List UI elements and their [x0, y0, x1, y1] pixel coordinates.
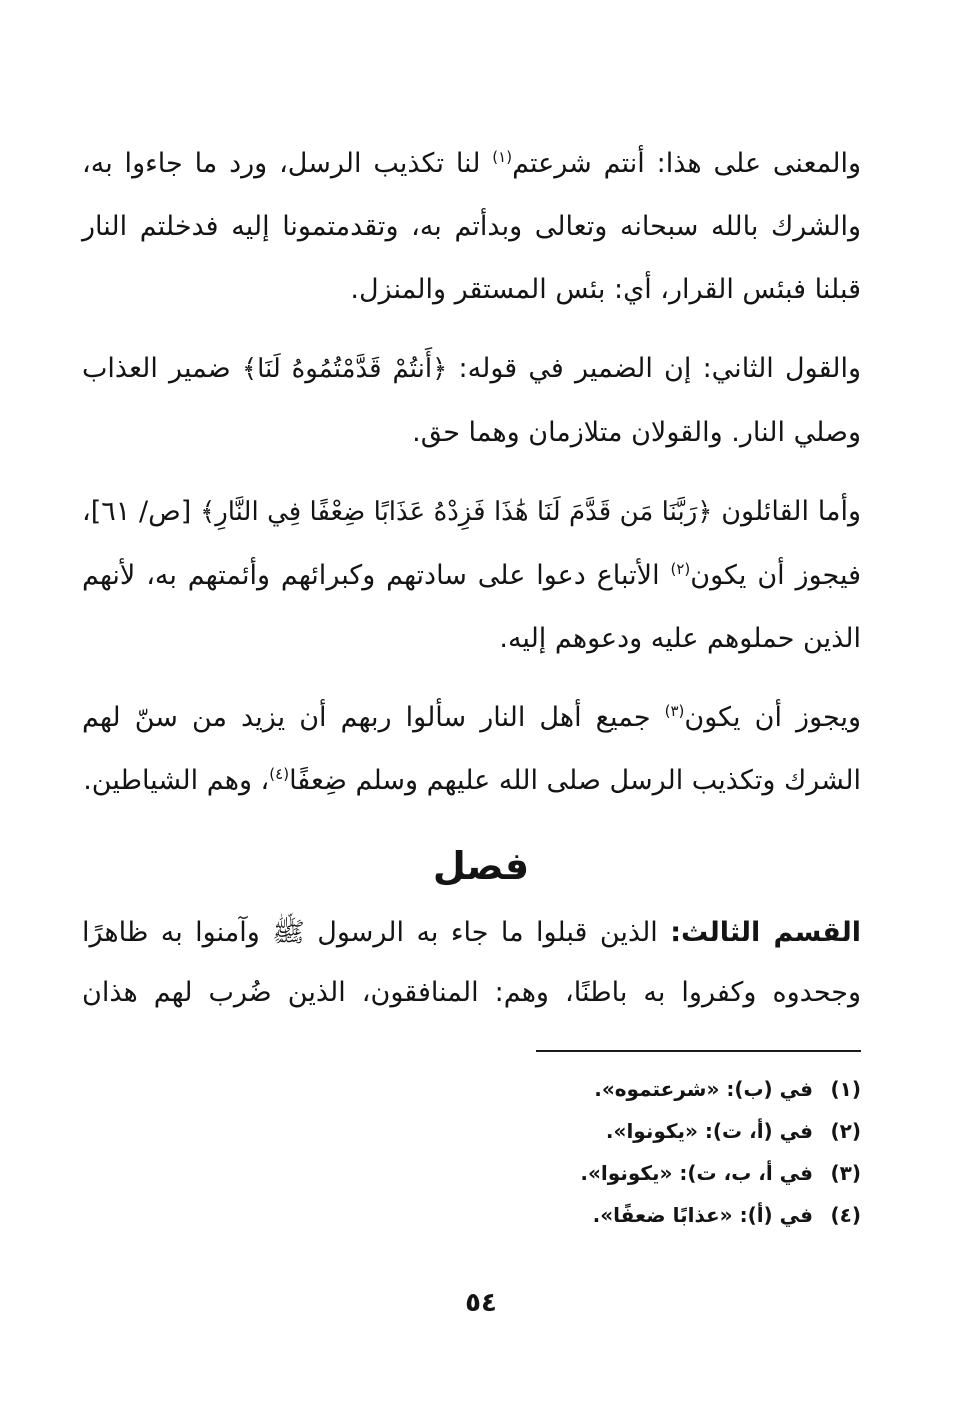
paragraph-2-segment: والقول الثاني: إن الضمير في قوله: — [447, 353, 861, 384]
section-heading: فصل — [432, 844, 530, 888]
footnote-1 — [82, 1068, 861, 1110]
footnote-number: (٤) — [830, 1203, 861, 1227]
footnote-4 — [82, 1194, 861, 1236]
quran-verse: ﴿رَبَّنَا مَن قَدَّمَ لَنَا هَٰذَا فَزِدْهُ عَذَابًا ضِعْفًا فِي النَّارِ﴾ — [199, 497, 713, 527]
paragraph-1 — [82, 132, 861, 321]
footnote-text: في (أ): «عذابًا ضعفًا». — [592, 1203, 813, 1227]
footnote-text: في (ب): «شرعتموه». — [594, 1077, 813, 1101]
footnote-marker-3: (٣) — [664, 702, 685, 720]
footnotes — [82, 1068, 861, 1236]
footnote-text: في (أ، ت): «يكونوا». — [605, 1119, 813, 1143]
footnote-2 — [82, 1110, 861, 1152]
footnote-marker-4: (٤) — [269, 765, 290, 783]
paragraph-3-segment: وأما القائلون — [712, 496, 861, 527]
paragraph-1-segment: لنا تكذيب الرسل، ورد ما جاءوا به، والشرك بالله سبحانه وتعالى وبدأتم به، وتقدمتمونا إليه فدخلتم النار قبلنا فبئس القرار، أي: بئس المستقر والمنزل. — [82, 148, 861, 305]
footnote-3 — [82, 1152, 861, 1194]
paragraph-3-segment: الأتباع دعوا على سادتهم وكبرائهم وأئمتهم به، لأنهم الذين حملوهم عليه ودعوهم إليه. — [82, 560, 861, 654]
paragraph-3 — [82, 480, 861, 670]
paragraph-3-segment: [ص/ ٦١]، فيجوز أن يكون — [82, 496, 862, 591]
paragraph-4-segment: جميع أهل النار سألوا ربهم أن يزيد من سنّ لهم الشرك وتكذيب الرسل صلى الله عليهم وسلم ضِعفًا — [82, 702, 861, 796]
quran-verse: ﴿أَنتُمْ قَدَّمْتُمُوهُ لَنَا﴾ — [241, 354, 448, 384]
paragraph-2-segment: ضمير العذاب وصلي النار. والقولان متلازمان وهما حق. — [82, 353, 861, 448]
footnote-marker-1: (١) — [492, 148, 513, 166]
main-text — [82, 132, 861, 828]
footnote-separator — [536, 1050, 861, 1052]
paragraph-4-segment: ويجوز أن يكون — [684, 702, 861, 733]
paragraph-4-segment: ، وهم الشياطين. — [83, 765, 270, 796]
paragraph-1-segment: والمعنى على هذا: أنتم شرعتم — [512, 148, 861, 179]
footnote-text: في أ، ب، ت): «يكونوا». — [580, 1161, 813, 1185]
paragraph-4 — [82, 686, 861, 812]
footnote-number: (١) — [830, 1077, 861, 1101]
footnote-number: (٢) — [830, 1119, 861, 1143]
section-text: الذين قبلوا ما جاء به الرسول ﷺ وآمنوا به ظاهرًا وجحدوه وكفروا به باطنًا، وهم: المنافقون، الذين ضُرب لهم هذان — [82, 917, 861, 1008]
footnote-number: (٣) — [830, 1161, 861, 1185]
footnote-marker-2: (٢) — [670, 560, 691, 578]
page-number: ٥٤ — [465, 1288, 497, 1318]
section-lead: القسم الثالث: — [670, 917, 861, 948]
section-paragraph — [82, 903, 861, 1023]
paragraph-2 — [82, 337, 861, 464]
